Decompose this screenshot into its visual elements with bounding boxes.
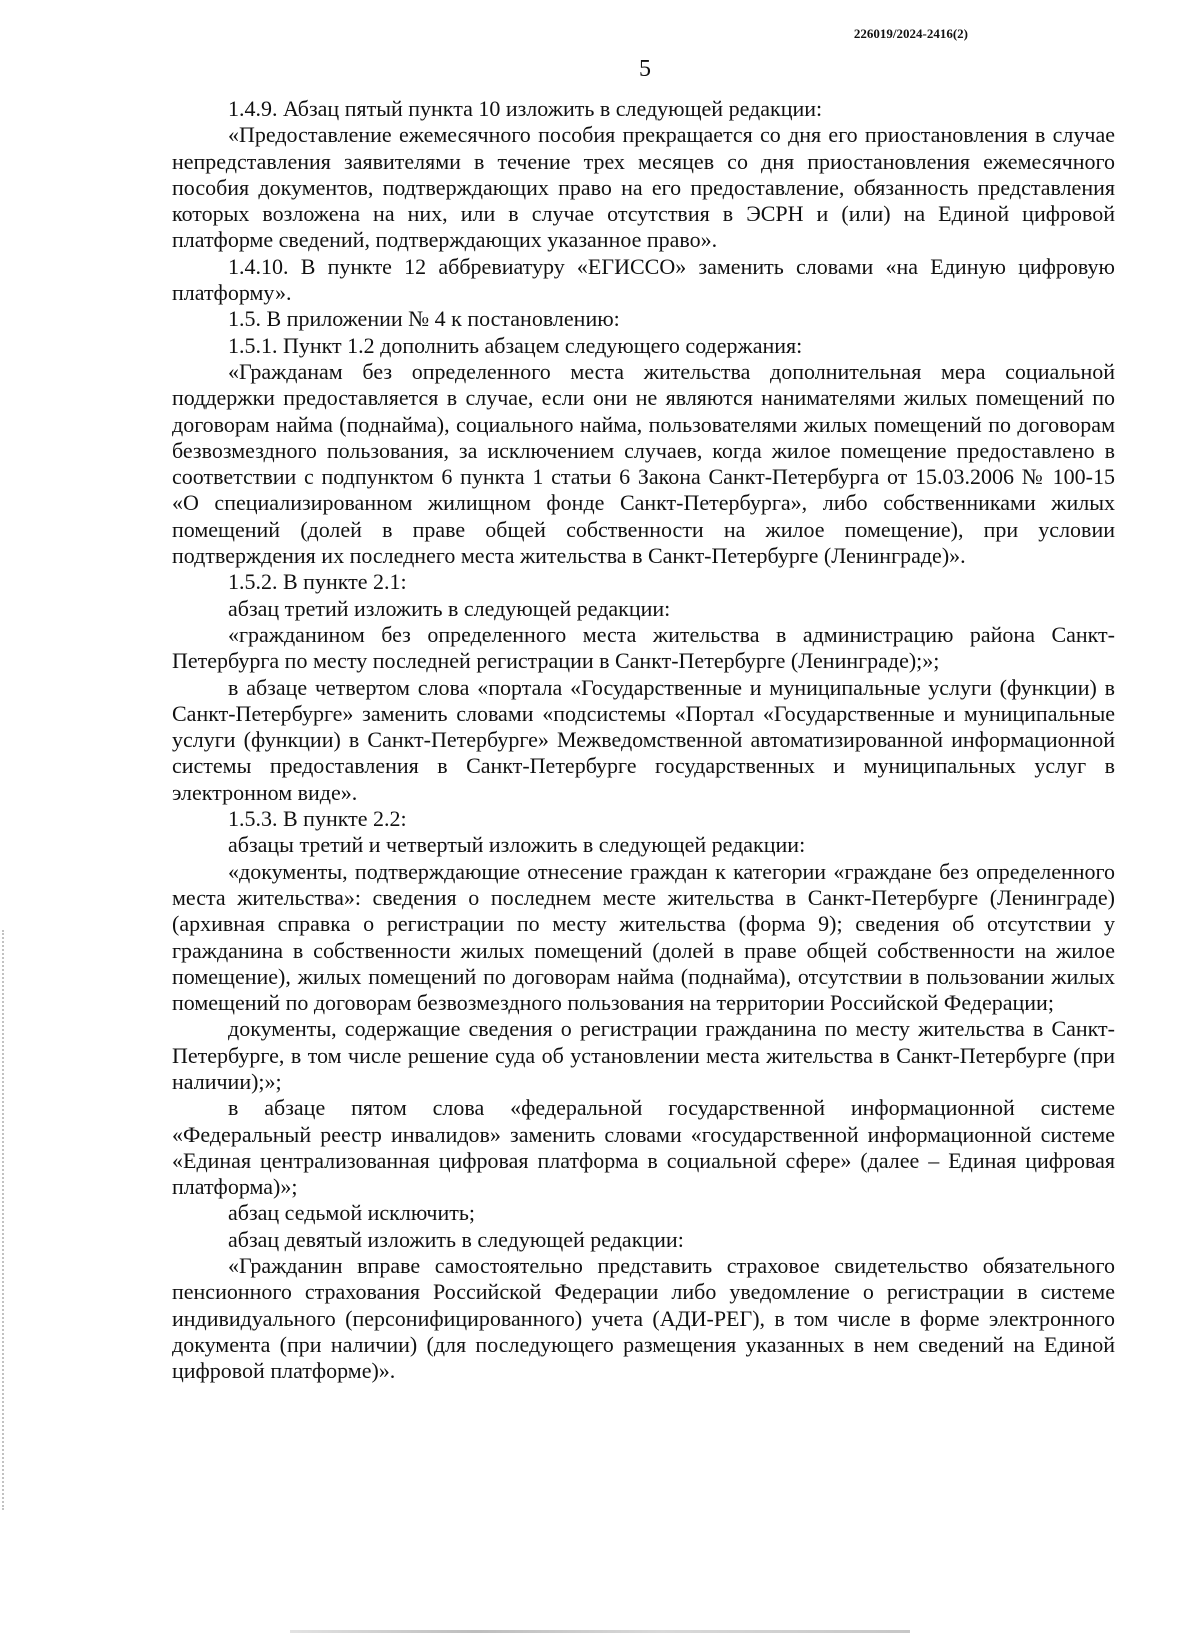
paragraph-1-4-9: 1.4.9. Абзац пятый пункта 10 изложить в следующей редакции: (228, 96, 823, 121)
scan-bottom-artifact (290, 1630, 910, 1633)
paragraph-quote-allowance: «Предоставление ежемесячного пособия прекращается со дня его приостановления в случае непредставления заявителями в течение трех месяцев со дня приостановления ежемесячного пособия документов, подтверждающих право на его предоставление, обязанность представления которых возложена на них, или в случае отсутствия в ЭСРН и (или) на Единой цифровой платформе сведений, подтверждающих указанное право». (172, 122, 1115, 253)
paragraph-1-5-1: 1.5.1. Пункт 1.2 дополнить абзацем следующего содержания: (228, 332, 803, 358)
paragraph-third-fourth-abzac: абзацы третий и четвертый изложить в следующей редакции: (228, 832, 806, 858)
paragraph-quote-homeless-support: «Гражданам без определенного места жительства дополнительная мера социальной поддержки предоставляется в случае, если они не являются нанимателями жилых помещений по договорам найма (поднайма), социального найма, пользователями жилых помещений по договорам безвозмездного пользования, за исключением случаев, когда жилое помещение предоставлено в соответствии с подпунктом 6 пункта 1 статьи 6 Закона Санкт-Петербурга от 15.03.2006 № 100-15 «О специализированном жилищном фонде Санкт-Петербурга», либо собственниками жилых помещений (долей в праве общей собственности на жилое помещение), при условии подтверждения их последнего места жительства в Санкт-Петербурге (Ленинграде)». (172, 358, 1115, 569)
document-registration-number: 226019/2024-2416(2) (853, 26, 968, 41)
paragraph-1-5: 1.5. В приложении № 4 к постановлению: (228, 306, 620, 332)
paragraph-1-4-10: 1.4.10. В пункте 12 аббревиатуру «ЕГИССО» заменить словами «на Единую цифровую платформу». (172, 253, 1115, 306)
paragraph-registration-documents: документы, содержащие сведения о регистрации гражданина по месту жительства в Санкт-Петербурге, в том числе решение суда об установлении места жительства в Санкт-Петербурге (при наличии);»; (172, 1016, 1115, 1094)
paragraph-quote-citizen: «гражданином без определенного места жительства в администрацию района Санкт-Петербурга по месту последней регистрации в Санкт-Петербурге (Ленинграде);»; (172, 621, 1115, 674)
scan-edge-artifact (2, 930, 6, 1510)
paragraph-quote-snils: «Гражданин вправе самостоятельно представить страховое свидетельство обязательного пенсионного страхования Российской Федерации либо уведомление о регистрации в системе индивидуального (персонифицированного) учета (АДИ-РЕГ), в том числе в форме электронного документа (при наличии) (для последующего размещения указанных в нем сведений на Единой цифровой платформе)». (172, 1253, 1115, 1384)
paragraph-fourth-abzac-portal: в абзаце четвертом слова «портала «Государственные и муниципальные услуги (функции) в Санкт-Петербурге» заменить словами «подсистемы «Портал «Государственные и муниципальные услуги (функции) в Санкт-Петербурге» Межведомственной автоматизированной информационной системы предоставления в Санкт-Петербурге государственных и муниципальных услуг в электронном виде». (172, 674, 1115, 805)
paragraph-seventh-abzac: абзац седьмой исключить; (228, 1200, 476, 1226)
document-body (172, 96, 1115, 1385)
paragraph-third-abzac: абзац третий изложить в следующей редакции: (228, 595, 671, 621)
paragraph-quote-documents: «документы, подтверждающие отнесение граждан к категории «граждане без определенного места жительства»: сведения о последнем месте жительства в Санкт-Петербурге (Ленинграде) (архивная справка о регистрации по месту жительства (форма 9); сведения об отсутствии у гражданина в собственности жилых помещений (долей в праве общей собственности на жилое помещение), жилых помещений по договорам найма (поднайма), отсутствии в пользовании жилых помещений по договорам безвозмездного пользования на территории Российской Федерации; (172, 858, 1115, 1016)
paragraph-1-5-3: 1.5.3. В пункте 2.2: (228, 806, 407, 832)
paragraph-fifth-abzac: в абзаце пятом слова «федеральной государственной информационной системе «Федеральный реестр инвалидов» заменить словами «государственной информационной системе «Единая централизованная цифровая платформа в социальной сфере» (далее – Единая цифровая платформа)»; (172, 1095, 1115, 1200)
paragraph-ninth-abzac: абзац девятый изложить в следующей редакции: (228, 1226, 684, 1252)
paragraph-1-5-2: 1.5.2. В пункте 2.1: (228, 569, 407, 595)
page-number: 5 (639, 56, 651, 82)
